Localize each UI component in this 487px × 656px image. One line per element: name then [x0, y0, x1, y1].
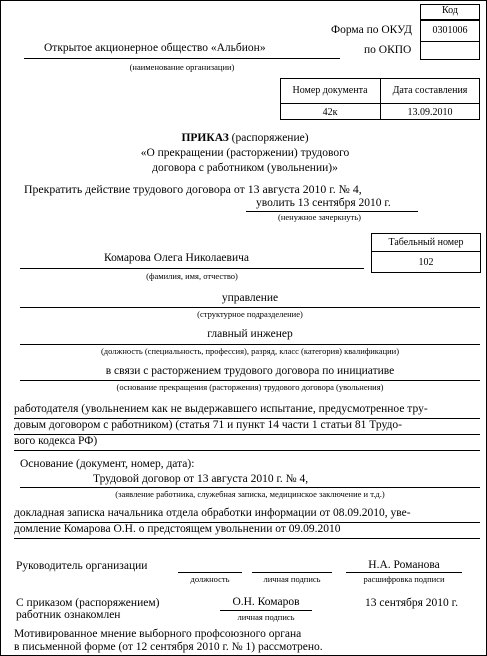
okpo-code-box	[420, 41, 480, 60]
org-caption: (наименование организации)	[129, 62, 235, 72]
basis-caption: (заявление работника, служебная записка, медицинское заключение и т.д.)	[115, 489, 385, 499]
position-value: главный инженер	[207, 328, 293, 340]
reason-line4-underline	[14, 450, 480, 451]
okud-label: Форма по ОКУД	[331, 24, 412, 36]
employee-underline	[20, 268, 364, 269]
reason-line4: вого кодекса РФ)	[14, 435, 98, 447]
code-header: Код	[442, 5, 458, 16]
union-line1: Мотивированное мнение выборного профсоюзного органа	[14, 628, 302, 640]
union-line2: в письменной форме (от 12 сентября 2010 г. № 1) рассмотрено.	[14, 641, 323, 653]
position-underline	[20, 344, 480, 345]
ack-signature-caption: личная подпись	[237, 612, 295, 622]
head-label: Руководитель организации	[16, 560, 148, 572]
okud-code: 0301006	[432, 25, 468, 36]
employee-name: Комарова Олега Николаевича	[104, 252, 250, 264]
terminate-caption: (ненужное зачеркнуть)	[278, 212, 361, 222]
terminate-line1: Прекратить действие трудового договора от 13 августа 2010 г. № 4,	[24, 182, 362, 196]
basis-line3: домление Комарова О.Н. о предстоящем увольнении от 09.09.2010	[14, 523, 341, 535]
reason-underline	[20, 380, 480, 381]
employee-caption: (фамилия, имя, отчество)	[146, 271, 238, 281]
doc-title	[80, 132, 410, 144]
head-position-caption: должность	[190, 574, 230, 584]
department-value: управление	[221, 292, 279, 304]
doc-number-header: Номер документа	[292, 85, 368, 96]
ack-date: 13 сентября 2010 г.	[365, 597, 458, 609]
doc-date-value: 13.09.2010	[407, 107, 453, 118]
department-underline	[20, 307, 480, 308]
head-name-caption: расшифровка подписи	[363, 574, 445, 584]
doc-number-value: 42к	[322, 107, 338, 118]
basis-value: Трудовой договор от 13 августа 2010 г. № 4,	[93, 473, 309, 485]
org-name: Открытое акционерное общество «Альбион»	[44, 42, 266, 54]
head-name-line	[346, 572, 462, 573]
ack-line2: работник ознакомлен	[16, 609, 121, 621]
reason-line2: работодателя (увольнением как не выдержавшего испытание, предусмотренное тру-	[14, 403, 428, 415]
department-caption: (структурное подразделение)	[197, 309, 303, 319]
head-name: Н.А. Романова	[368, 559, 440, 571]
tab-number-divider	[371, 251, 481, 252]
doc-title-main: ПРИКАЗ	[181, 132, 229, 144]
reason-caption: (основание прекращения (расторжения) трудового договора (увольнения)	[116, 382, 384, 392]
doc-title-line2: «О прекращении (расторжении) трудового	[140, 147, 350, 159]
terminate-line2: уволить 13 сентября 2010 г.	[256, 197, 391, 209]
basis-line2: докладная записка начальника отдела обработки информации от 08.09.2010, уве-	[14, 507, 411, 519]
tab-number-header: Табельный номер	[388, 237, 464, 248]
org-underline	[24, 58, 340, 59]
okpo-label: по ОКПО	[364, 44, 412, 56]
ack-name: О.Н. Комаров	[232, 596, 300, 608]
head-position-line	[178, 572, 242, 573]
basis-label: Основание (документ, номер, дата):	[20, 458, 195, 470]
reason-line1: в связи с расторжением трудового договора по инициативе	[105, 365, 395, 377]
ack-line1: С приказом (распоряжением)	[16, 597, 160, 609]
position-caption: (должность (специальность, профессия), разряд, класс (категория) квалификации)	[100, 346, 400, 356]
doc-title-suffix: (распоряжение)	[231, 132, 309, 144]
tab-number-value: 102	[418, 257, 434, 268]
basis-line3-underline	[14, 538, 480, 539]
doc-date-header: Дата составления	[392, 85, 468, 96]
doc-title-line3: договора с работником (увольнении)»	[152, 162, 338, 174]
basis-underline	[20, 487, 480, 488]
ack-signature-line	[220, 610, 312, 611]
head-signature-line	[252, 572, 332, 573]
reason-line3: довым договором с работником) (статья 71 и пункт 14 части 1 статьи 81 Трудо-	[14, 419, 402, 431]
head-signature-caption: личная подпись	[263, 574, 321, 584]
